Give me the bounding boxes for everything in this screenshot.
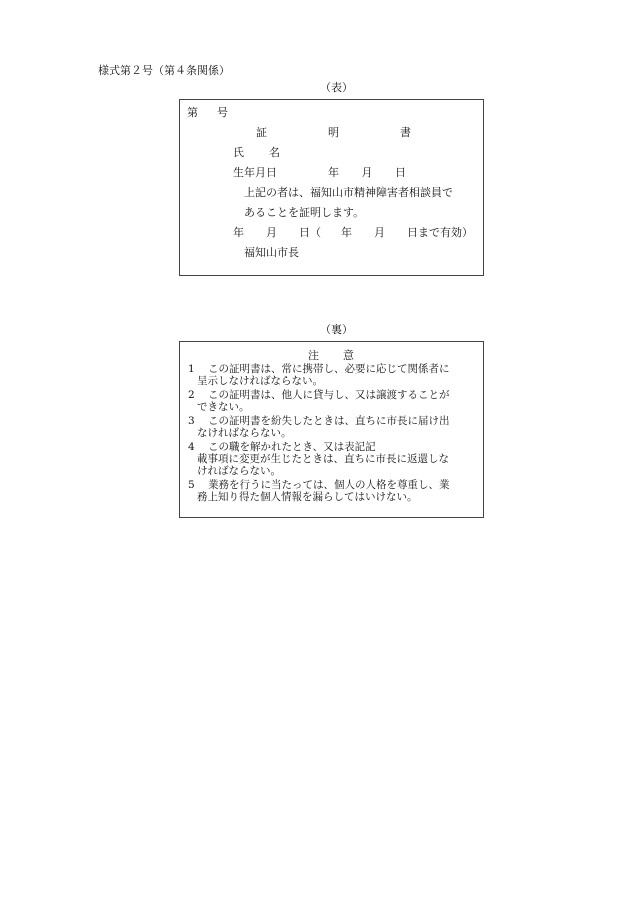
note-number: 5	[188, 479, 195, 491]
note-text-line: 業務を行うに当たっては、個人の人格を尊重し、業	[208, 479, 450, 491]
name-label	[233, 146, 280, 159]
back-heading: （裏）	[320, 323, 353, 336]
title-char-3: 書	[400, 126, 411, 139]
notes-title-char-2: 意	[343, 349, 354, 362]
note-number: 1	[188, 363, 195, 375]
note-text-line: できない。	[197, 401, 250, 413]
note-text-line: 呈示しなければならない。	[197, 375, 323, 387]
note-number: 2	[188, 389, 195, 401]
issue-year: 年	[233, 226, 244, 239]
certificate-title	[256, 126, 411, 139]
note-text-line: ければならない。	[197, 465, 281, 477]
name-label-char-2: 名	[269, 146, 280, 159]
notes-title	[308, 349, 354, 362]
dob-month: 月	[361, 166, 373, 179]
title-char-2: 明	[328, 126, 339, 139]
statement-line-2: あることを証明します。	[244, 206, 365, 219]
notes-title-char-1: 注	[308, 349, 319, 362]
note-text-line: この証明書を紛失したときは、直ちに市長に届け出	[208, 415, 450, 427]
statement-line-1: 上記の者は、福知山市精神障害者相談員で	[244, 186, 453, 199]
note-text-line: この証明書は、他人に貸与し、又は譲渡することが	[208, 389, 450, 401]
certificate-front-box	[179, 99, 484, 276]
note-text-line: 載事項に変更が生じたときは、直ちに市長に返還しな	[197, 453, 449, 465]
form-label: 様式第２号（第４条関係）	[98, 64, 230, 77]
note-text-line: この証明書は、常に携帯し、必要に応じて関係者に	[208, 363, 450, 375]
issue-day-open: 日（	[299, 226, 321, 239]
dob-day: 日	[395, 166, 406, 179]
number-label-first: 第	[187, 106, 198, 119]
title-char-1: 証	[256, 126, 267, 139]
dob-units	[328, 166, 406, 179]
issue-month: 月	[266, 226, 277, 239]
name-label-char-1: 氏	[233, 146, 244, 159]
number-label-second: 号	[217, 106, 228, 119]
note-text-line: この職を解かれたとき、又は表記記	[208, 441, 376, 453]
front-heading: （表）	[320, 81, 353, 94]
note-text-line: なければならない。	[197, 427, 292, 439]
valid-year: 年	[341, 226, 352, 239]
dob-year: 年	[328, 166, 339, 179]
valid-month: 月	[374, 226, 385, 239]
note-number: 3	[188, 415, 195, 427]
certificate-back-box	[179, 341, 484, 518]
note-text-line: 務上知り得た個人情報を漏らしてはいけない。	[197, 491, 418, 503]
note-number: 4	[188, 441, 195, 453]
valid-until: 日まで有効）	[407, 226, 473, 239]
dob-label: 生年月日	[233, 166, 277, 179]
issuer: 福知山市長	[244, 246, 299, 259]
